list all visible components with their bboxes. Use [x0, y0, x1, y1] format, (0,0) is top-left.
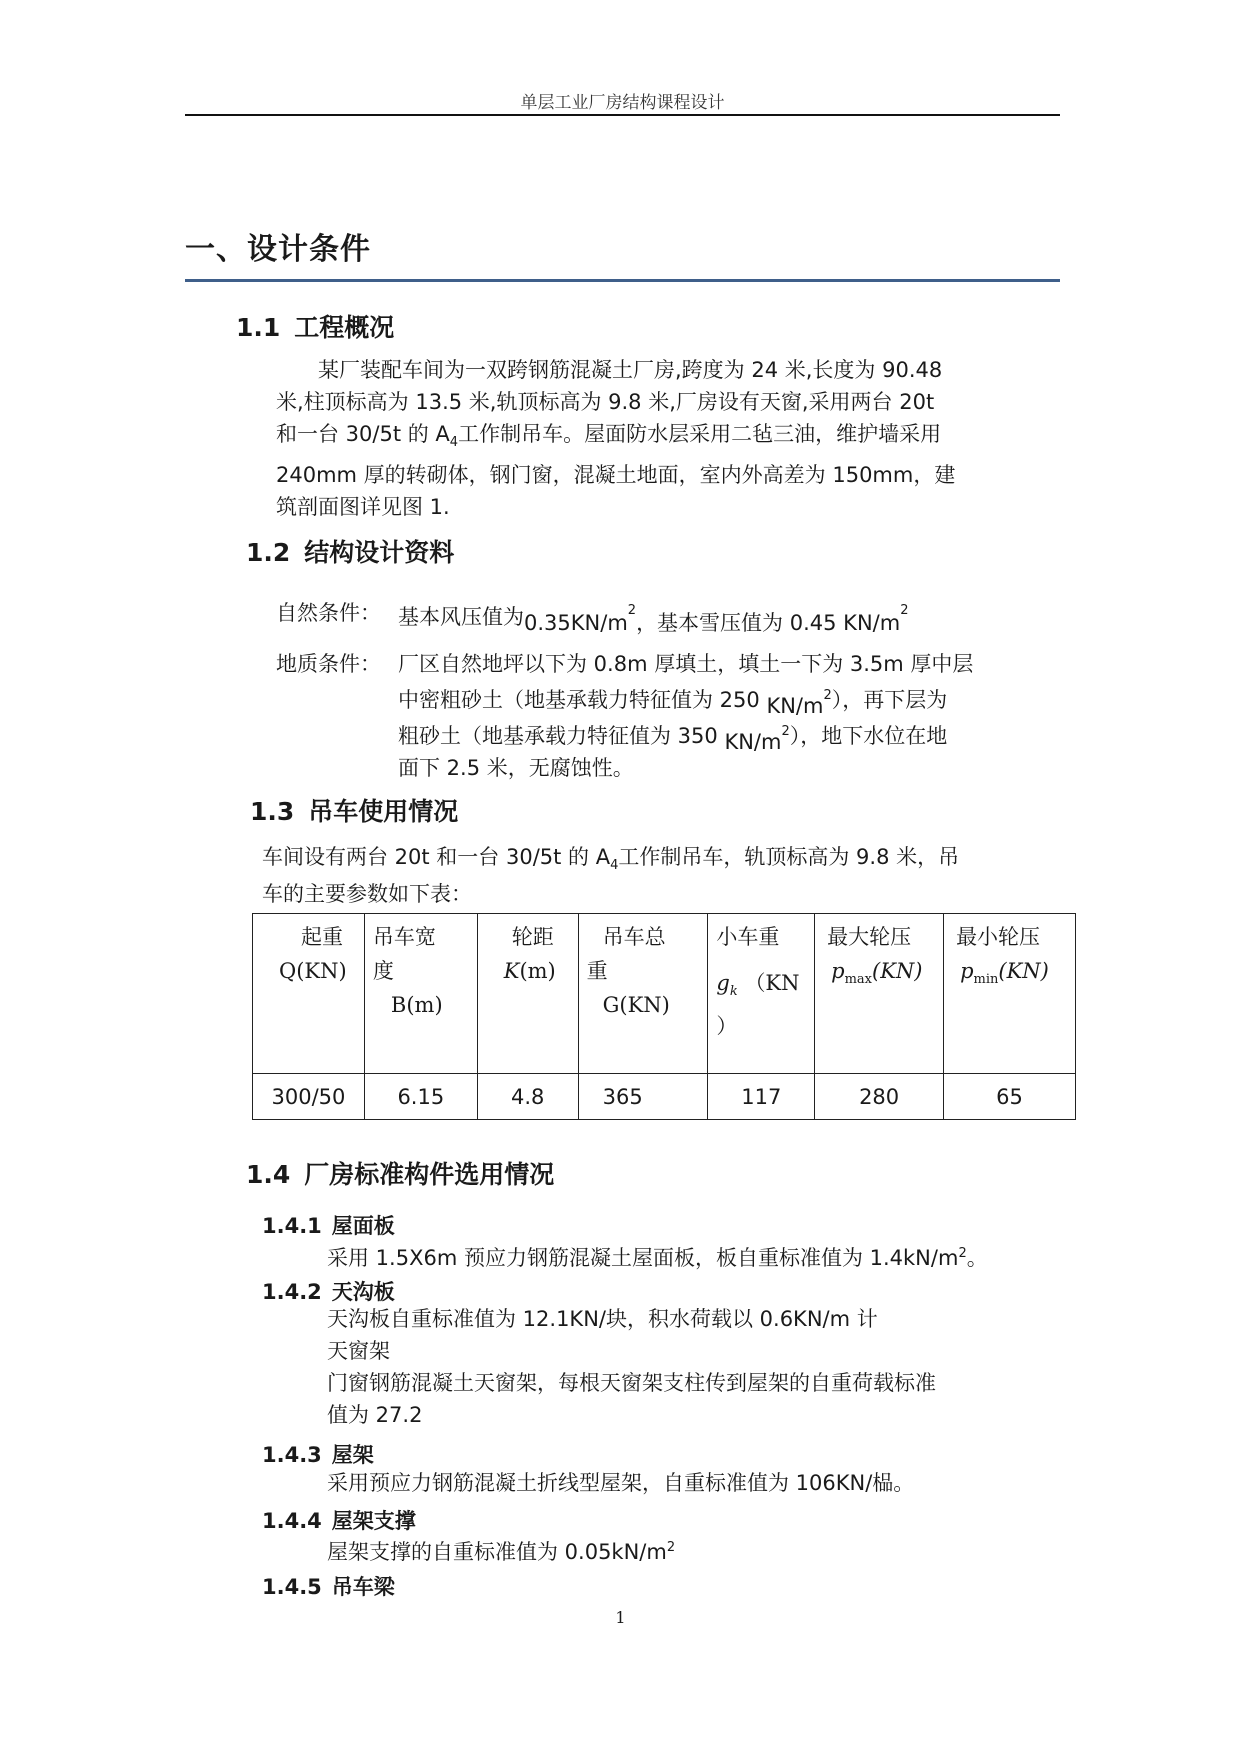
- section-title: 工程概况: [294, 313, 395, 342]
- section-1-1-body: [276, 354, 1046, 523]
- subsection-1-4-3-text: 采用预应力钢筋混凝土折线型屋架，自重标准值为 106KN/榀。: [327, 1471, 915, 1495]
- page-number: 1: [615, 1608, 626, 1627]
- header-cell-wheelbase: 轮距 K(m): [477, 914, 578, 1074]
- body-line: 某厂装配车间为一双跨钢筋混凝土厂房,跨度为 24 米,长度为 90.48: [318, 358, 943, 382]
- header-cell-width: 吊车宽 度 B(m): [364, 914, 477, 1074]
- chapter-title: 一、设计条件: [185, 232, 371, 267]
- section-heading-1-3: [250, 792, 458, 828]
- section-number: 1.4: [246, 1160, 291, 1189]
- body-line: 240mm 厚的转砌体，钢门窗，混凝土地面，室内外高差为 150mm，建: [276, 463, 956, 488]
- table-cell: 65: [944, 1074, 1076, 1120]
- section-1-3-body: 车间设有两台 20t 和一台 30/5t 的 $A_4$工作制吊车，轨顶标高为 9.8 米，吊 车的主要参数如下表：: [262, 845, 960, 907]
- geology-conditions-label: 地质条件：: [276, 652, 381, 676]
- table-cell: 300/50: [253, 1074, 365, 1120]
- subsection-1-4-4-text: 屋架支撑的自重标准值为 $0.05kN/m^2$: [327, 1540, 676, 1564]
- header-cell-min-wheel-load: 最小轮压 $p_{min}(KN)$: [944, 914, 1076, 1074]
- table-cell: 6.15: [364, 1074, 477, 1120]
- header-cell-capacity: 起重 Q(KN): [253, 914, 365, 1074]
- section-heading-1-4: [246, 1155, 554, 1191]
- header-cell-max-wheel-load: 最大轮压 $p_{max}(KN)$: [815, 914, 944, 1074]
- body-line: 米,柱顶标高为 13.5 米,轨顶标高为 9.8 米,厂房设有天窗,采用两台 20t: [276, 390, 935, 414]
- table-cell: 280: [815, 1074, 944, 1120]
- subsection-1-4-1-text: 采用 1.5X6m 预应力钢筋混凝土屋面板，板自重标准值为 $1.4kN/m^2$。: [327, 1246, 988, 1270]
- section-heading-1-1: [236, 308, 394, 344]
- subsection-heading-1-4-5: 1.4.5 吊车梁: [262, 1575, 395, 1599]
- table-header-row: [253, 914, 1076, 1074]
- section-title: 吊车使用情况: [308, 797, 459, 826]
- section-title: 结构设计资料: [304, 538, 455, 567]
- section-number: 1.1: [236, 313, 281, 342]
- geology-conditions-text: 厂区自然地坪以下为 0.8m 厚填土，填土一下为 3.5m 厚中层 中密粗砂土（地基承载力特征值为 250 $KN/m^2$），再下层为 粗砂土（地基承载力特征值为 350 $KN/m^2$），地下水位在地 面下 2.5 米，无腐蚀性。: [398, 652, 974, 780]
- body-line: 筑剖面图详见图 1.: [276, 495, 450, 520]
- chapter-rule: [185, 279, 1060, 282]
- body-line: 和一台 30/5t 的 $A_4$工作制吊车。屋面防水层采用二毡三油，维护墙采用: [276, 422, 942, 451]
- crane-parameters-table: [252, 913, 1076, 1120]
- section-heading-1-2: [246, 533, 454, 569]
- running-header: 单层工业厂房结构课程设计: [520, 93, 725, 113]
- subsection-heading-1-4-4: 1.4.4 屋架支撑: [262, 1509, 416, 1533]
- section-number: 1.2: [246, 538, 291, 567]
- table-cell: 117: [708, 1074, 815, 1120]
- section-title: 厂房标准构件选用情况: [304, 1160, 555, 1189]
- header-cell-trolley-weight: 小车重 $g_k$ （KN ）: [708, 914, 815, 1074]
- subsection-heading-1-4-3: 1.4.3 屋架: [262, 1443, 374, 1467]
- section-number: 1.3: [250, 797, 295, 826]
- subsection-1-4-2-text: 天沟板自重标准值为 12.1KN/块，积水荷载以 0.6KN/m 计 天窗架 门窗钢筋混凝土天窗架，每根天窗架支柱传到屋架的自重荷载标准 值为 27.2: [327, 1303, 1057, 1431]
- header-rule: [185, 114, 1060, 116]
- skylight-frame-title: 天窗架: [327, 1339, 390, 1363]
- table-cell: 365: [578, 1074, 708, 1120]
- subsection-heading-1-4-1: 1.4.1 屋面板: [262, 1214, 395, 1238]
- natural-conditions-text: 基本风压值为$0.35KN/m^2$，基本雪压值为 0.45 $KN/m^2$: [398, 603, 909, 635]
- table-cell: 4.8: [477, 1074, 578, 1120]
- subsection-heading-1-4-2: 1.4.2 天沟板: [262, 1280, 395, 1304]
- header-cell-total-weight: 吊车总 重 G(KN): [578, 914, 708, 1074]
- table-row: [253, 1074, 1076, 1120]
- natural-conditions-label: 自然条件：: [276, 601, 381, 625]
